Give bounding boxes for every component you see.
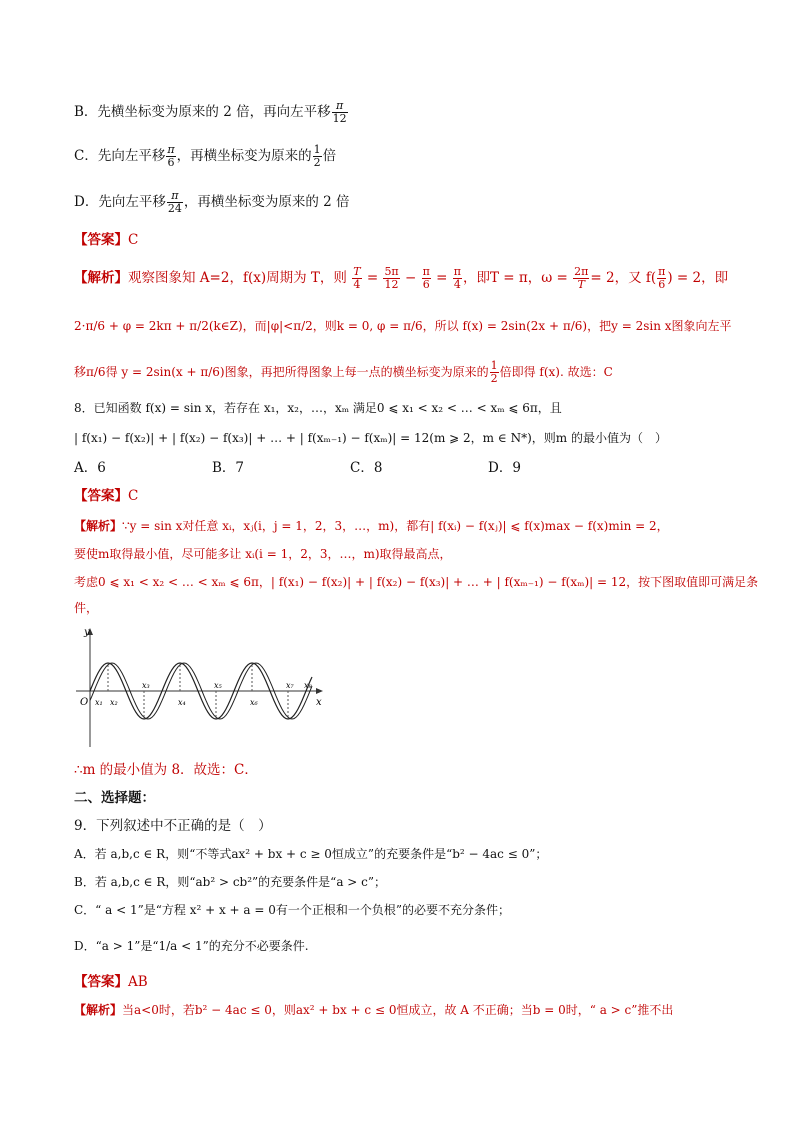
x5-label: x₅ [214, 681, 222, 690]
question-9-option-a: A．若 a,b,c ∈ R，则“不等式ax² + bx + c ≥ 0恒成立”的充要条件是“b² − 4ac ≤ 0”； [74, 847, 548, 861]
x6-label: x₆ [250, 698, 258, 707]
solution-7-line-3: 移π/6得 y = 2sin(x + π/6)图象，再把所得图象上每一点的横坐标变为原来的 $\frac{1}{2}$ 倍即得 f(x). 故选：C [74, 359, 613, 385]
question-8-line-2: | f(x₁) − f(x₂)| + | f(x₂) − f(x₃)| + … + | f(xₘ₋₁) − f(xₘ)| = 12(m ⩾ 2，m ∈ N*)，则m 的最小值为（ ） [74, 431, 667, 445]
fraction: $\frac{1}{2}$ [313, 143, 321, 169]
question-8-line-1: 8．已知函数 f(x) = sin x，若存在 x₁，x₂，…，xₘ 满足0 ⩽ x₁ < x₂ < … < xₘ ⩽ 6π，且 [74, 401, 562, 415]
solution-9: 【解析】当a<0时，若b² − 4ac ≤ 0，则ax² + bx + c ≤ 0恒成立，故 A 不正确；当b = 0时，“ a > c”推不出 [74, 1003, 674, 1017]
question-9-option-b: B．若 a,b,c ∈ R，则“ab² > cb²”的充要条件是“a > c”； [74, 875, 387, 889]
solution-8-line-2: 要使m取得最小值，尽可能多让 xᵢ(i = 1，2，3，…，m)取得最高点， [74, 547, 452, 561]
option-d: D．先向左平移 $\frac{\pi}{24}$ ，再横坐标变为原来的 2 倍 [74, 189, 350, 215]
x3-label: x₃ [142, 681, 150, 690]
x4-label: x₄ [178, 698, 186, 707]
solution-8-line-3: 考虑0 ⩽ x₁ < x₂ < … < xₘ ⩽ 6π，| f(x₁) − f(x₂)| + | f(x₂) − f(x₃)| + … + | f(xₘ₋₁) − f(xₘ)| = 12，按下图取值即可满足条 [74, 575, 759, 589]
x1-label: x₁ [95, 698, 103, 707]
answer-7: 【答案】C [74, 232, 139, 248]
question-9-option-d: D．“a > 1”是“1/a < 1”的充分不必要条件. [74, 939, 309, 953]
question-8-options: A．6 B．7 C．8 D．9 [74, 460, 521, 476]
solution-8-conclusion: ∴m 的最小值为 8．故选：C． [74, 762, 258, 778]
section-heading: 二、选择题： [74, 790, 155, 806]
option-b: B．先横坐标变为原来的 2 倍，再向左平移 $\frac{\pi}{12}$ [74, 99, 347, 125]
question-9-stem: 9．下列叙述中不正确的是（ ） [74, 818, 272, 834]
sine-graph [70, 625, 330, 755]
option-c: C．先向左平移 $\frac{\pi}{6}$ ，再横坐标变为原来的 $\frac{1}{2}$ 倍 [74, 143, 337, 169]
x-axis-arrow [316, 688, 323, 694]
fraction: $\frac{\pi}{6}$ [167, 143, 175, 169]
fraction: $\frac{\pi}{12}$ [332, 99, 347, 125]
fraction: $\frac{\pi}{24}$ [167, 189, 182, 215]
origin-label: O [80, 697, 89, 708]
solution-8-line-4: 件， [74, 601, 99, 615]
x7-label: x₇ [286, 681, 294, 690]
solution-8-line-1: 【解析】∵y = sin x对任意 xᵢ，xⱼ(i，j = 1，2，3，…，m)，都有| f(xᵢ) − f(xⱼ)| ⩽ f(x)max − f(x)min = 2， [74, 519, 669, 533]
y-label: y [84, 627, 90, 638]
question-9-option-c: C．“ a < 1”是“方程 x² + x + a = 0有一个正根和一个负根”的必要不充分条件； [74, 903, 511, 917]
answer-8: 【答案】C [74, 488, 139, 504]
solution-7-line-2: 2·π/6 + φ = 2kπ + π/2(k∈Z)，而|φ|<π/2，则k = 0, φ = π/6，所以 f(x) = 2sin(2x + π/6)，把y = 2sin x图象向左平 [74, 319, 732, 333]
x2-label: x₂ [110, 698, 118, 707]
answer-9: 【答案】AB [74, 974, 148, 990]
solution-7-line-1: 【解析】观察图象知 A=2，f(x)周期为 T，则 $\frac{T}{4}$ = $\frac{5\pi}{12}$ − $\frac{\pi}{6}$ = $\frac{\pi}{4}$ ，即T = π，ω = $\frac{2\pi}{T}$ = 2，又 f( $\frac{\pi}{6}$ ) = 2，即 [74, 265, 729, 291]
x8-label: x₈ [304, 681, 312, 690]
x-label: x [316, 697, 322, 708]
